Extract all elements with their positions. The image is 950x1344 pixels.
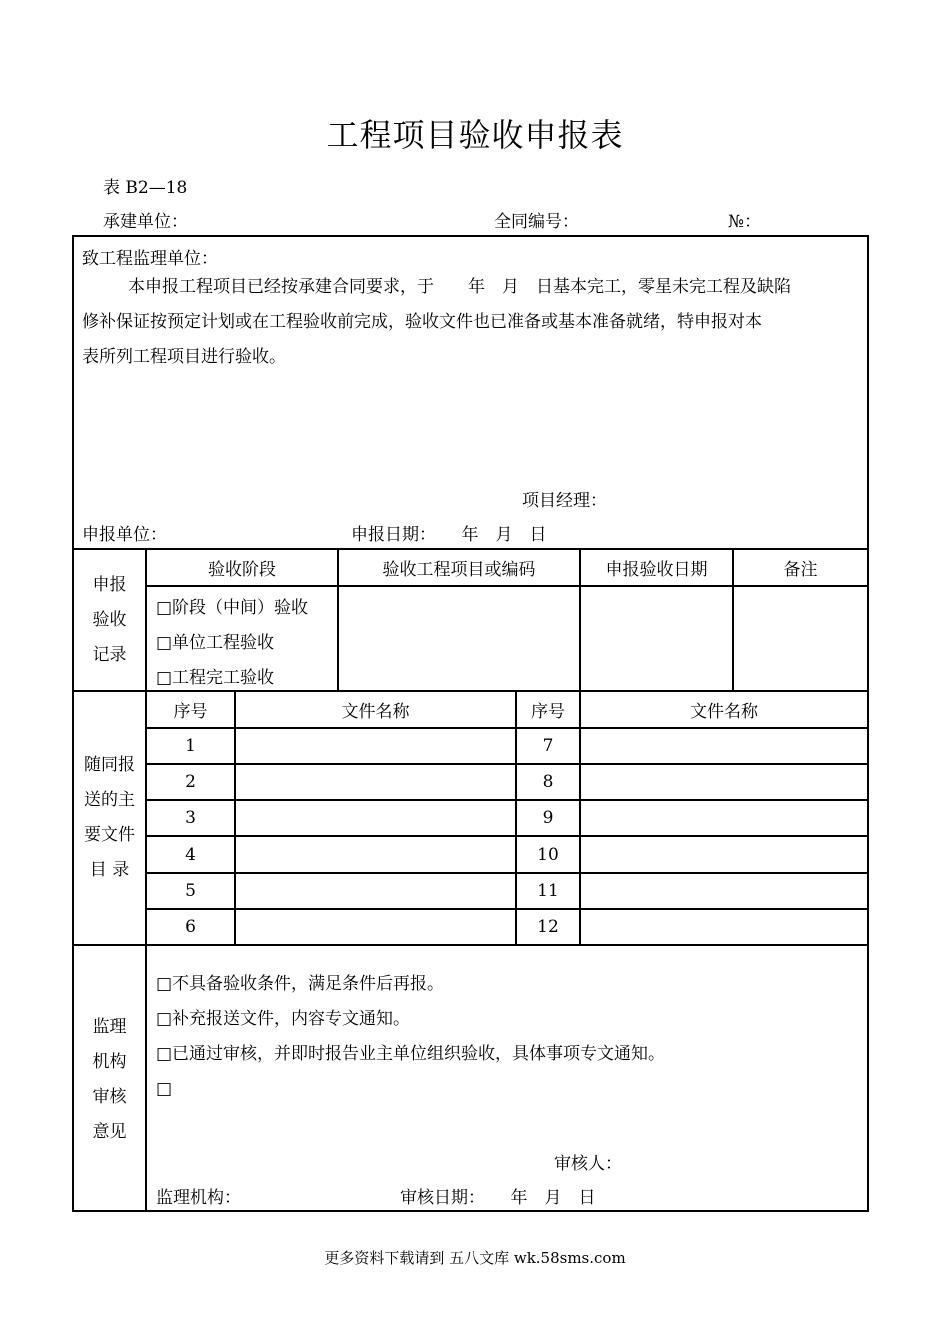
doc-seq: 8 [542, 772, 554, 792]
footer-link[interactable]: 更多资料下载请到 五八文库 wk.58sms.com [324, 1249, 626, 1267]
doc-seq: 3 [185, 808, 196, 828]
review-side-label: 监理 机构 审核 意见 [92, 1017, 127, 1142]
record-side-label: 申报 验收 记录 [92, 575, 127, 665]
doc-seq: 9 [542, 808, 554, 828]
doc-seq: 11 [537, 881, 559, 901]
review-checkbox-other[interactable]: □ [156, 1079, 173, 1099]
to-supervisor-label: 致工程监理单位： [82, 249, 218, 269]
applicant-unit-label: 申报单位： [82, 525, 167, 545]
header-project-or-code: 验收工程项目或编码 [382, 560, 536, 580]
doc-seq: 10 [537, 844, 559, 865]
page-title: 工程项目验收申报表 [326, 116, 624, 154]
reviewer-label: 审核人： [554, 1154, 622, 1174]
stage-options [156, 591, 308, 696]
doc-seq: 6 [185, 917, 196, 937]
header-seq-right: 序号 [531, 702, 565, 722]
doc-seq: 1 [185, 736, 196, 756]
header-acceptance-stage: 验收阶段 [208, 560, 276, 580]
form-code: 表 B2—18 [103, 178, 188, 198]
contract-no-label: 全同编号： [494, 212, 579, 232]
review-options [156, 967, 665, 1107]
application-line: 表所列工程项目进行验收。 [82, 347, 286, 367]
doc-seq: 7 [542, 736, 554, 756]
header-seq-left: 序号 [173, 702, 208, 722]
review-date-label: 审核日期： 年 月 日 [400, 1188, 596, 1208]
review-checkbox-approved[interactable]: □已通过审核，并即时报告业主单位组织验收，具体事项专文通知。 [156, 1044, 666, 1064]
doc-seq: 5 [185, 881, 196, 901]
header-remarks: 备注 [783, 560, 818, 580]
doc-seq: 12 [537, 917, 559, 937]
application-line: 本申报工程项目已经按承建合同要求，于 年 月 日基本完工，零星未完工程及缺陷 [128, 277, 791, 297]
stage-checkbox-intermediate[interactable]: □阶段（中间）验收 [156, 598, 309, 618]
application-line: 修补保证按预定计划或在工程验收前完成，验收文件也已准备或基本准备就绪，特申报对本 [82, 312, 762, 332]
number-label: №： [728, 212, 762, 232]
application-body [82, 270, 862, 375]
doc-seq: 4 [185, 844, 196, 865]
header-filename-right: 文件名称 [690, 702, 758, 722]
project-manager-label: 项目经理： [522, 491, 607, 511]
header-filename-left: 文件名称 [341, 702, 410, 722]
contractor-label: 承建单位： [103, 212, 188, 232]
stage-checkbox-unit[interactable]: □单位工程验收 [156, 633, 275, 653]
stage-checkbox-completion[interactable]: □工程完工验收 [156, 668, 275, 688]
header-application-date: 申报验收日期 [605, 560, 708, 580]
doc-seq: 2 [185, 772, 196, 792]
application-date-label: 申报日期： 年 月 日 [351, 525, 547, 545]
documents-side-label: 随同报 送的主 要文件 目 录 [84, 755, 135, 880]
review-checkbox-not-ready[interactable]: □不具备验收条件，满足条件后再报。 [156, 974, 445, 994]
review-checkbox-supplement[interactable]: □补充报送文件，内容专文通知。 [156, 1009, 411, 1029]
supervision-org-label: 监理机构： [156, 1188, 241, 1208]
